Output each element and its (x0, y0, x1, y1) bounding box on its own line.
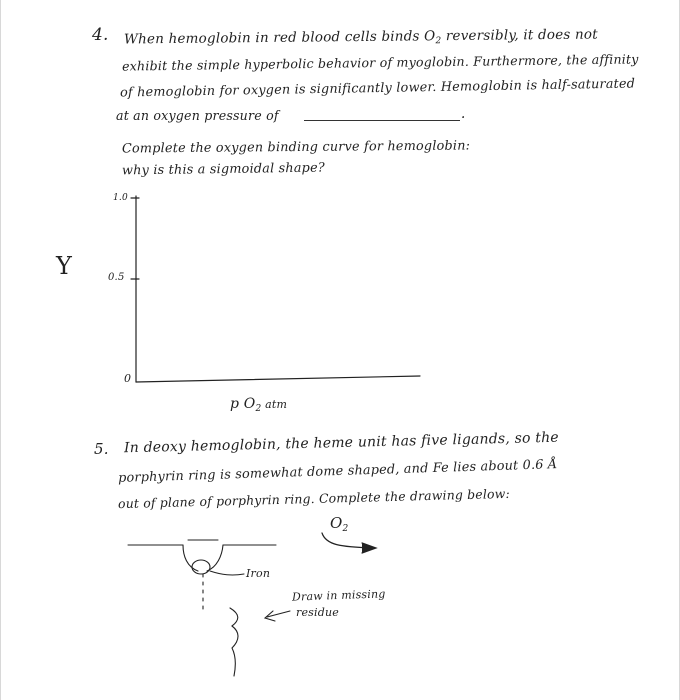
residue-arrow (265, 611, 290, 621)
y-tick-zero-label: 0 (124, 372, 132, 385)
iron-label: Iron (246, 567, 271, 580)
q4-prompt2: why is this a sigmoidal shape? (121, 160, 325, 179)
q4-number: 4. (92, 25, 109, 45)
q4-prompt1: Complete the oxygen binding curve for hemoglobin: (121, 138, 471, 157)
y-tick-top-label: 1.0 (113, 193, 128, 203)
dome-left (183, 545, 198, 571)
q4-line1: When hemoglobin in red blood cells binds $O_2$ reversibly, it does not (123, 26, 598, 48)
iron-pointer (210, 571, 244, 575)
q5-line2: porphyrin ring is somewhat dome shaped, and Fe lies about 0.6 Å (117, 457, 558, 486)
iron-atom (192, 560, 210, 574)
helix-brace (230, 608, 238, 676)
o2-label: $O_2$ (330, 514, 349, 534)
dome-right (207, 545, 223, 571)
graph-x-axis (136, 376, 420, 382)
y-tick-mid-label: 0.5 (108, 272, 125, 283)
heme-drawing (128, 540, 276, 676)
x-axis-label: p $O_2$ atm (230, 396, 288, 414)
q5-line1: In deoxy hemoglobin, the heme unit has five ligands, so the (123, 429, 559, 457)
y-axis-letter: Y (56, 252, 73, 280)
q4-line4: at an oxygen pressure of (116, 108, 279, 123)
blank-period: . (461, 106, 466, 122)
q5-line3: out of plane of porphyrin ring. Complete the drawing below: (117, 485, 511, 512)
missing-residue-line2: residue (296, 606, 339, 619)
q4-line2: exhibit the simple hyperbolic behavior of myoglobin. Furthermore, the affinity (121, 51, 639, 74)
missing-residue-line1: Draw in missing (291, 587, 386, 604)
q5-number: 5. (94, 440, 109, 458)
q4-line3: of hemoglobin for oxygen is significantly lower. Hemoglobin is half-saturated (119, 76, 636, 101)
o2-arrow (322, 533, 376, 553)
